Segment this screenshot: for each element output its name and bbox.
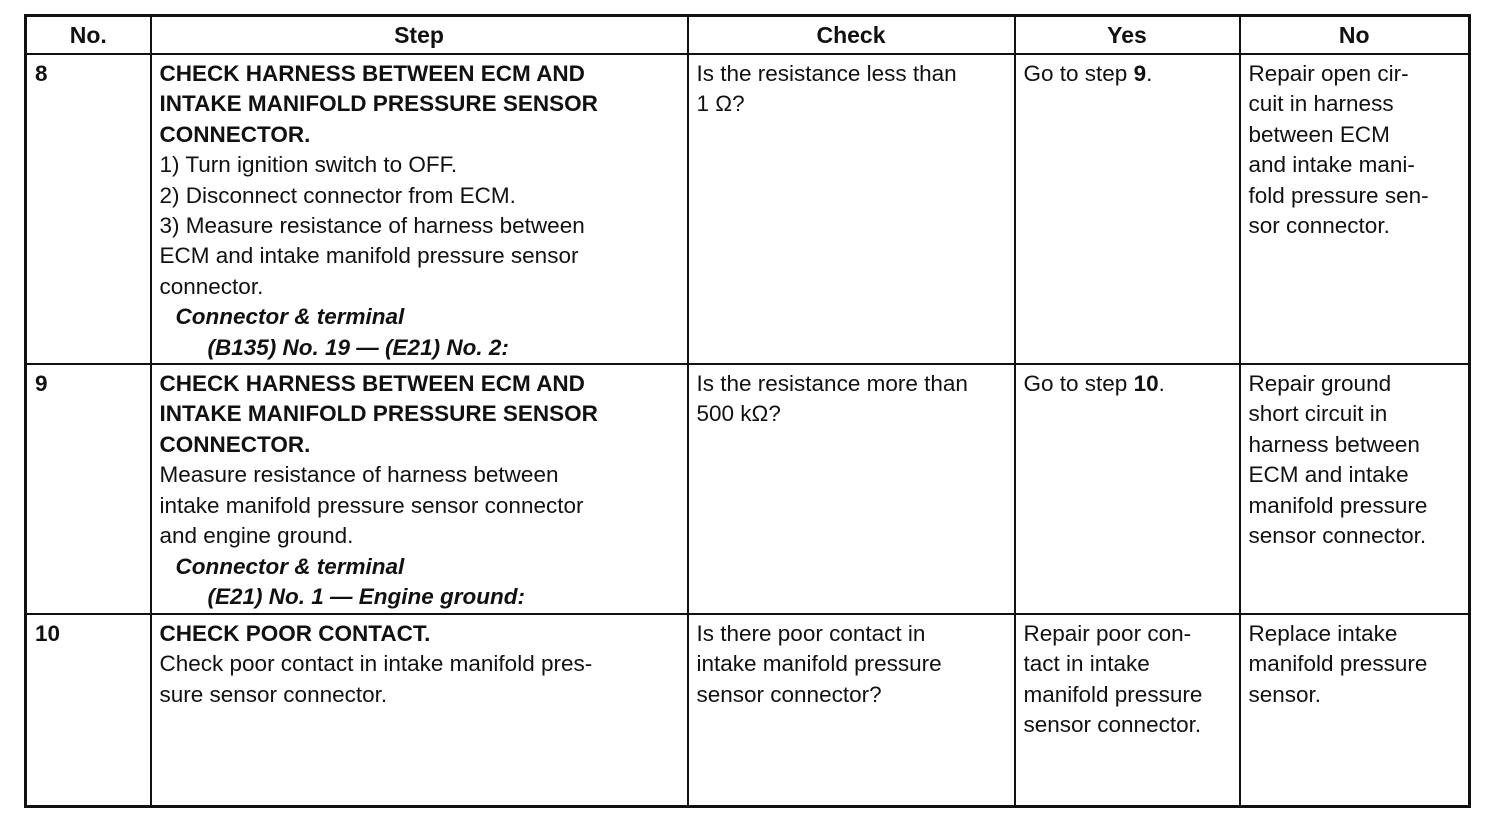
yes-text: Go to step (1023, 61, 1134, 86)
no-line: sensor. (1248, 681, 1322, 707)
no-line: Replace intake (1248, 621, 1398, 647)
step-title-line: INTAKE MANIFOLD PRESSURE SENSOR (159, 91, 598, 117)
check-line: sensor connector? (696, 681, 882, 707)
step-number: 9 (26, 364, 151, 614)
no-cell (1240, 54, 1470, 364)
no-line: sor connector. (1248, 213, 1390, 239)
step-cell (151, 614, 688, 807)
no-line: Repair open cir- (1248, 61, 1409, 86)
yes-suffix: . (1158, 371, 1165, 397)
yes-suffix: . (1146, 61, 1153, 86)
table-row (26, 364, 1470, 614)
yes-line: tact in intake (1023, 651, 1150, 677)
step-number: 10 (26, 614, 151, 807)
step-title-line: CONNECTOR. (159, 121, 311, 147)
no-line: manifold pressure (1248, 651, 1428, 677)
header-row (26, 16, 1470, 55)
yes-cell (1015, 364, 1240, 614)
step-cell (151, 54, 688, 364)
no-line: short circuit in (1248, 401, 1388, 427)
connector-value: (B135) No. 19 — (E21) No. 2: (207, 334, 509, 360)
check-line: Is the resistance less than (696, 61, 957, 86)
yes-line: manifold pressure (1023, 681, 1203, 707)
check-line: intake manifold pressure (696, 651, 942, 677)
yes-step-ref: 9 (1133, 61, 1147, 86)
no-line: and intake mani- (1248, 152, 1415, 178)
yes-line: Repair poor con- (1023, 621, 1192, 647)
step-title-line: INTAKE MANIFOLD PRESSURE SENSOR (159, 401, 598, 427)
yes-cell (1015, 614, 1240, 807)
check-line: Is there poor contact in (696, 621, 926, 647)
step-instruction-line: 2) Disconnect connector from ECM. (159, 182, 516, 208)
step-instruction-line: intake manifold pressure sensor connector (159, 492, 584, 518)
connector-label: Connector & terminal (175, 304, 405, 330)
check-line: 1 Ω? (696, 91, 745, 117)
step-instruction-line: Measure resistance of harness between (159, 462, 559, 488)
step-instruction-line: and engine ground. (159, 523, 354, 549)
step-instruction-line: sure sensor connector. (159, 681, 388, 707)
check-line: 500 kΩ? (696, 401, 781, 427)
no-line: Repair ground (1248, 371, 1392, 397)
step-title-line: CHECK HARNESS BETWEEN ECM AND (159, 61, 585, 86)
step-cell (151, 364, 688, 614)
no-line: harness between (1248, 431, 1420, 457)
yes-line: sensor connector. (1023, 712, 1202, 738)
yes-text: Go to step (1023, 371, 1134, 397)
yes-step-ref: 10 (1133, 371, 1159, 397)
no-cell (1240, 364, 1470, 614)
step-instruction-line: Check poor contact in intake manifold pres- (159, 651, 593, 677)
step-title-line: CHECK HARNESS BETWEEN ECM AND (159, 371, 585, 397)
diagnostic-table (24, 14, 1471, 808)
step-instruction-line: 1) Turn ignition switch to OFF. (159, 152, 458, 178)
table-row (26, 54, 1470, 364)
no-line: cuit in harness (1248, 91, 1394, 117)
connector-value: (E21) No. 1 — Engine ground: (207, 583, 526, 609)
step-title-line: CONNECTOR. (159, 431, 311, 457)
step-instruction-line: ECM and intake manifold pressure sensor (159, 243, 579, 269)
no-cell (1240, 614, 1470, 807)
step-instruction-line: connector. (159, 273, 264, 299)
table-row (26, 614, 1470, 807)
yes-cell (1015, 54, 1240, 364)
header-no: No. (26, 16, 151, 55)
no-line: fold pressure sen- (1248, 182, 1429, 208)
no-line: between ECM (1248, 121, 1390, 147)
step-title-line: CHECK POOR CONTACT. (159, 621, 431, 647)
check-cell (688, 54, 1015, 364)
header-check: Check (688, 16, 1015, 55)
step-instruction-line: 3) Measure resistance of harness between (159, 213, 585, 239)
check-cell (688, 364, 1015, 614)
header-step: Step (151, 16, 688, 55)
no-line: sensor connector. (1248, 523, 1427, 549)
connector-label: Connector & terminal (175, 553, 405, 579)
step-number: 8 (26, 54, 151, 364)
header-no-result: No (1240, 16, 1470, 55)
no-line: ECM and intake (1248, 462, 1409, 488)
check-line: Is the resistance more than (696, 371, 968, 397)
no-line: manifold pressure (1248, 492, 1428, 518)
check-cell (688, 614, 1015, 807)
header-yes: Yes (1015, 16, 1240, 55)
